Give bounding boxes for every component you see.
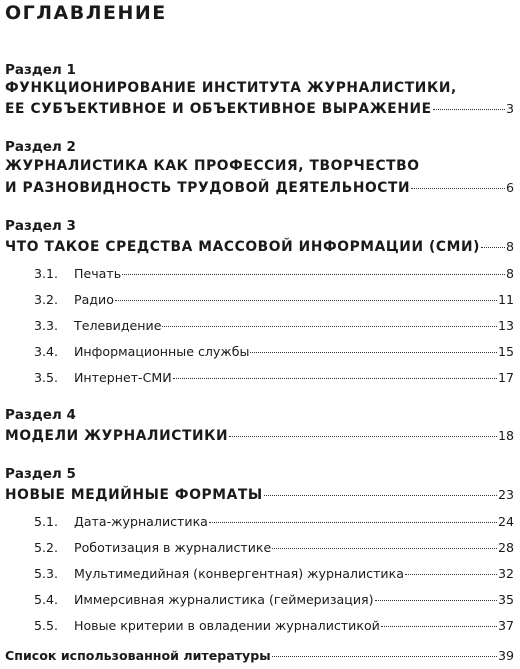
page-number: 24 (497, 514, 514, 529)
dot-leader (173, 378, 497, 379)
subentry-title: Дата-журналистика (74, 514, 208, 529)
dot-leader (115, 300, 497, 301)
subentry-title: Информационные службы (74, 344, 250, 359)
section-label: Раздел 5 (5, 466, 76, 482)
dot-leader (375, 600, 497, 601)
dot-leader (405, 574, 497, 575)
subentry-number: 3.3. (34, 318, 59, 333)
page-number: 32 (497, 566, 514, 581)
page-number: 39 (497, 648, 514, 663)
toc-entry-section-4[interactable] (5, 428, 514, 444)
toc-subentry[interactable] (34, 266, 514, 281)
subentry-title: Интернет-СМИ (74, 370, 172, 385)
section-heading-line2: И РАЗНОВИДНОСТЬ ТРУДОВОЙ ДЕЯТЕЛЬНОСТИ (5, 180, 411, 196)
toc-entry-section-2[interactable] (5, 180, 514, 196)
toc-entry-literature[interactable] (5, 648, 514, 663)
page-number: 28 (497, 540, 514, 555)
dot-leader (264, 495, 497, 496)
page-number: 6 (505, 180, 514, 195)
section-heading-line2: ЕЕ СУБЪЕКТИВНОЕ И ОБЪЕКТИВНОЕ ВЫРАЖЕНИЕ (5, 101, 432, 117)
subentry-title: Печать (74, 266, 122, 281)
dot-leader (122, 274, 505, 275)
page-number: 8 (505, 266, 514, 281)
toc-subentry[interactable] (34, 514, 514, 529)
toc-subentry[interactable] (34, 318, 514, 333)
page-number: 17 (497, 370, 514, 385)
subentry-number: 5.5. (34, 618, 59, 633)
dot-leader (411, 188, 505, 189)
subentry-title: Иммерсивная журналистика (геймеризация) (74, 592, 374, 607)
toc-subentry[interactable] (34, 370, 514, 385)
subentry-title: Новые критерии в овладении журналистикой (74, 618, 380, 633)
page-number: 3 (505, 101, 514, 116)
dot-leader (209, 522, 497, 523)
page-number: 13 (497, 318, 514, 333)
subentry-title: Мультимедийная (конвергентная) журналистика (74, 566, 404, 581)
subentry-number: 5.2. (34, 540, 59, 555)
toc-subentry[interactable] (34, 540, 514, 555)
section-label: Раздел 4 (5, 407, 76, 423)
page-number: 18 (497, 428, 514, 443)
dot-leader (433, 109, 505, 110)
dot-leader (229, 436, 497, 437)
toc-entry-section-1[interactable] (5, 101, 514, 117)
toc-subentry[interactable] (34, 618, 514, 633)
page-title: ОГЛАВЛЕНИЕ (5, 2, 167, 24)
subentry-number: 3.2. (34, 292, 59, 307)
subentry-number: 5.1. (34, 514, 59, 529)
toc-subentry[interactable] (34, 292, 514, 307)
subentry-number: 3.4. (34, 344, 59, 359)
subentry-title: Радио (74, 292, 114, 307)
page-number: 11 (497, 292, 514, 307)
section-label: Раздел 2 (5, 139, 76, 155)
section-heading: ЧТО ТАКОЕ СРЕДСТВА МАССОВОЙ ИНФОРМАЦИИ (СМИ) (5, 239, 481, 255)
page-number: 8 (505, 239, 514, 254)
literature-title: Список использованной литературы (5, 648, 271, 663)
section-label: Раздел 1 (5, 62, 76, 78)
section-label: Раздел 3 (5, 218, 76, 234)
dot-leader (481, 247, 505, 248)
section-heading: НОВЫЕ МЕДИЙНЫЕ ФОРМАТЫ (5, 487, 263, 503)
toc-subentry[interactable] (34, 592, 514, 607)
subentry-number: 3.5. (34, 370, 59, 385)
page-number: 37 (497, 618, 514, 633)
page-number: 35 (497, 592, 514, 607)
toc-entry-section-5[interactable] (5, 487, 514, 503)
toc-entry-section-3[interactable] (5, 239, 514, 255)
dot-leader (381, 626, 497, 627)
toc-subentry[interactable] (34, 344, 514, 359)
section-heading-line1: ФУНКЦИОНИРОВАНИЕ ИНСТИТУТА ЖУРНАЛИСТИКИ, (5, 80, 457, 96)
subentry-title: Телевидение (74, 318, 162, 333)
subentry-number: 5.3. (34, 566, 59, 581)
dot-leader (272, 656, 497, 657)
page-number: 15 (497, 344, 514, 359)
dot-leader (250, 352, 497, 353)
page-number: 23 (497, 487, 514, 502)
toc-subentry[interactable] (34, 566, 514, 581)
section-heading-line1: ЖУРНАЛИСТИКА КАК ПРОФЕССИЯ, ТВОРЧЕСТВО (5, 158, 420, 174)
section-heading: МОДЕЛИ ЖУРНАЛИСТИКИ (5, 428, 229, 444)
dot-leader (162, 326, 497, 327)
subentry-number: 3.1. (34, 266, 59, 281)
subentry-title: Роботизация в журналистике (74, 540, 272, 555)
dot-leader (272, 548, 497, 549)
subentry-number: 5.4. (34, 592, 59, 607)
